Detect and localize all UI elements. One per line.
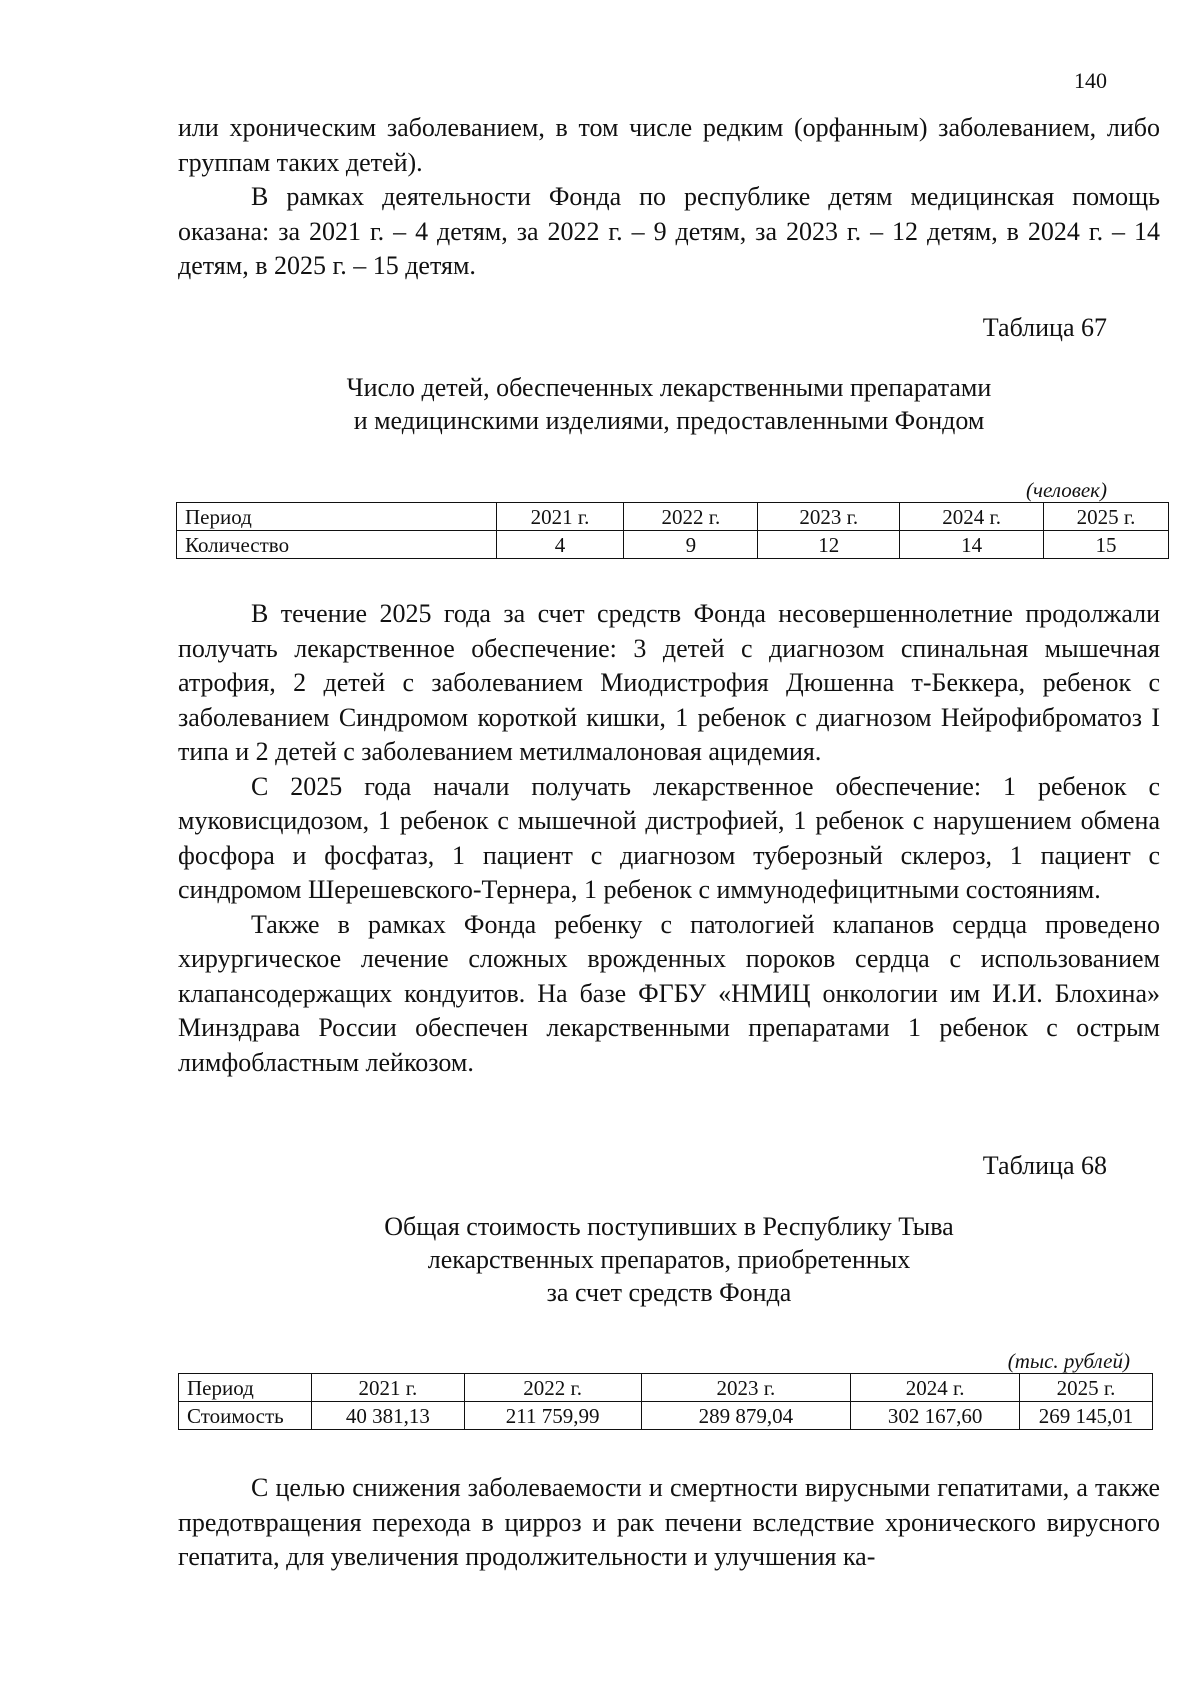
table-header-cell: 2025 г.	[1020, 1374, 1153, 1402]
table-68-title	[178, 1210, 1160, 1309]
table-cell: 12	[758, 531, 900, 559]
table-header-cell: 2021 г.	[311, 1374, 464, 1402]
table-header-cell: 2023 г.	[758, 503, 900, 531]
table-header-cell: 2024 г.	[900, 503, 1044, 531]
table-title-line: и медицинскими изделиями, предоставленными Фондом	[353, 406, 985, 435]
table-title-line: за счет средств Фонда	[546, 1278, 792, 1307]
table-header-cell: 2021 г.	[496, 503, 624, 531]
table-cell: 289 879,04	[641, 1402, 851, 1430]
main-text	[178, 597, 1160, 1080]
table-67	[176, 502, 1169, 559]
paragraph: В течение 2025 года за счет средств Фонда несовершеннолетние продолжали получать лекарственное обеспечение: 3 детей с диагнозом спинальная мышечная атрофия, 2 детей с заболеванием Миодистрофия Дюшенна т-Беккера, ребенок с заболеванием Синдромом короткой кишки, 1 ребенок с диагнозом Нейрофиброматоз I типа и 2 детей с заболеванием метилмалоновая ацидемия.	[178, 599, 1160, 766]
table-cell: Количество	[177, 531, 497, 559]
table-cell: 211 759,99	[464, 1402, 641, 1430]
paragraph: С целью снижения заболеваемости и смертности вирусными гепатитами, а также предотвращения перехода в цирроз и рак печени вследствие хронического вирусного гепатита, для увеличения продолжительности и улучшения ка-	[178, 1473, 1160, 1571]
table-header-cell: 2022 г.	[624, 503, 758, 531]
closing-text	[178, 1471, 1160, 1575]
table-header-cell: 2022 г.	[464, 1374, 641, 1402]
table-cell: 9	[624, 531, 758, 559]
table-67-title	[178, 371, 1160, 437]
table-cell: 40 381,13	[311, 1402, 464, 1430]
table-title-line: Общая стоимость поступивших в Республику Тыва	[384, 1212, 954, 1241]
table-68-unit: (тыс. рублей)	[1007, 1349, 1130, 1373]
table-header-cell: Период	[179, 1374, 312, 1402]
table-67-caption: Таблица 67	[982, 313, 1107, 342]
table-cell: 269 145,01	[1020, 1402, 1153, 1430]
table-header-cell: 2024 г.	[851, 1374, 1020, 1402]
table-title-line: лекарственных препаратов, приобретенных	[427, 1245, 911, 1274]
intro-text	[178, 111, 1160, 284]
table-header-cell: Период	[177, 503, 497, 531]
table-header-cell: 2025 г.	[1044, 503, 1169, 531]
paragraph: Также в рамках Фонда ребенку с патологией клапанов сердца проведено хирургическое лечение сложных врожденных пороков сердца с использованием клапансодержащих кондуитов. На базе ФГБУ «НМИЦ онкологии им И.И. Блохина» Минздрава России обеспечен лекарственными препаратами 1 ребенок с острым лимфобластным лейкозом.	[178, 909, 1160, 1077]
table-68-caption: Таблица 68	[982, 1151, 1107, 1180]
table-cell: Стоимость	[179, 1402, 312, 1430]
paragraph: С 2025 года начали получать лекарственное обеспечение: 1 ребенок с муковисцидозом, 1 ребенок с мышечной дистрофией, 1 ребенок с нарушением обмена фосфора и фосфатаз, 1 пациент с диагнозом туберозный склероз, 1 пациент с синдромом Шерешевского-Тернера, 1 ребенок с иммунодефицитными состояниям.	[178, 771, 1160, 904]
table-cell: 15	[1044, 531, 1169, 559]
table-header-cell: 2023 г.	[641, 1374, 851, 1402]
table-header-row	[177, 503, 1169, 531]
table-cell: 4	[496, 531, 624, 559]
table-67-unit: (человек)	[1026, 478, 1107, 502]
table-cell: 302 167,60	[851, 1402, 1020, 1430]
table-cell: 14	[900, 531, 1044, 559]
table-row	[177, 531, 1169, 559]
paragraph: или хроническим заболеванием, в том числе редким (орфанным) заболеванием, либо группам таких детей).	[178, 113, 1160, 177]
table-row	[179, 1402, 1153, 1430]
table-68	[178, 1373, 1153, 1430]
table-title-line: Число детей, обеспеченных лекарственными препаратами	[346, 373, 992, 402]
table-header-row	[179, 1374, 1153, 1402]
page-number: 140	[1074, 68, 1107, 93]
paragraph: В рамках деятельности Фонда по республике детям медицинская помощь оказана: за 2021 г. – 4 детям, за 2022 г. – 9 детям, за 2023 г. – 12 детям, в 2024 г. – 14 детям, в 2025 г. – 15 детям.	[178, 182, 1160, 280]
